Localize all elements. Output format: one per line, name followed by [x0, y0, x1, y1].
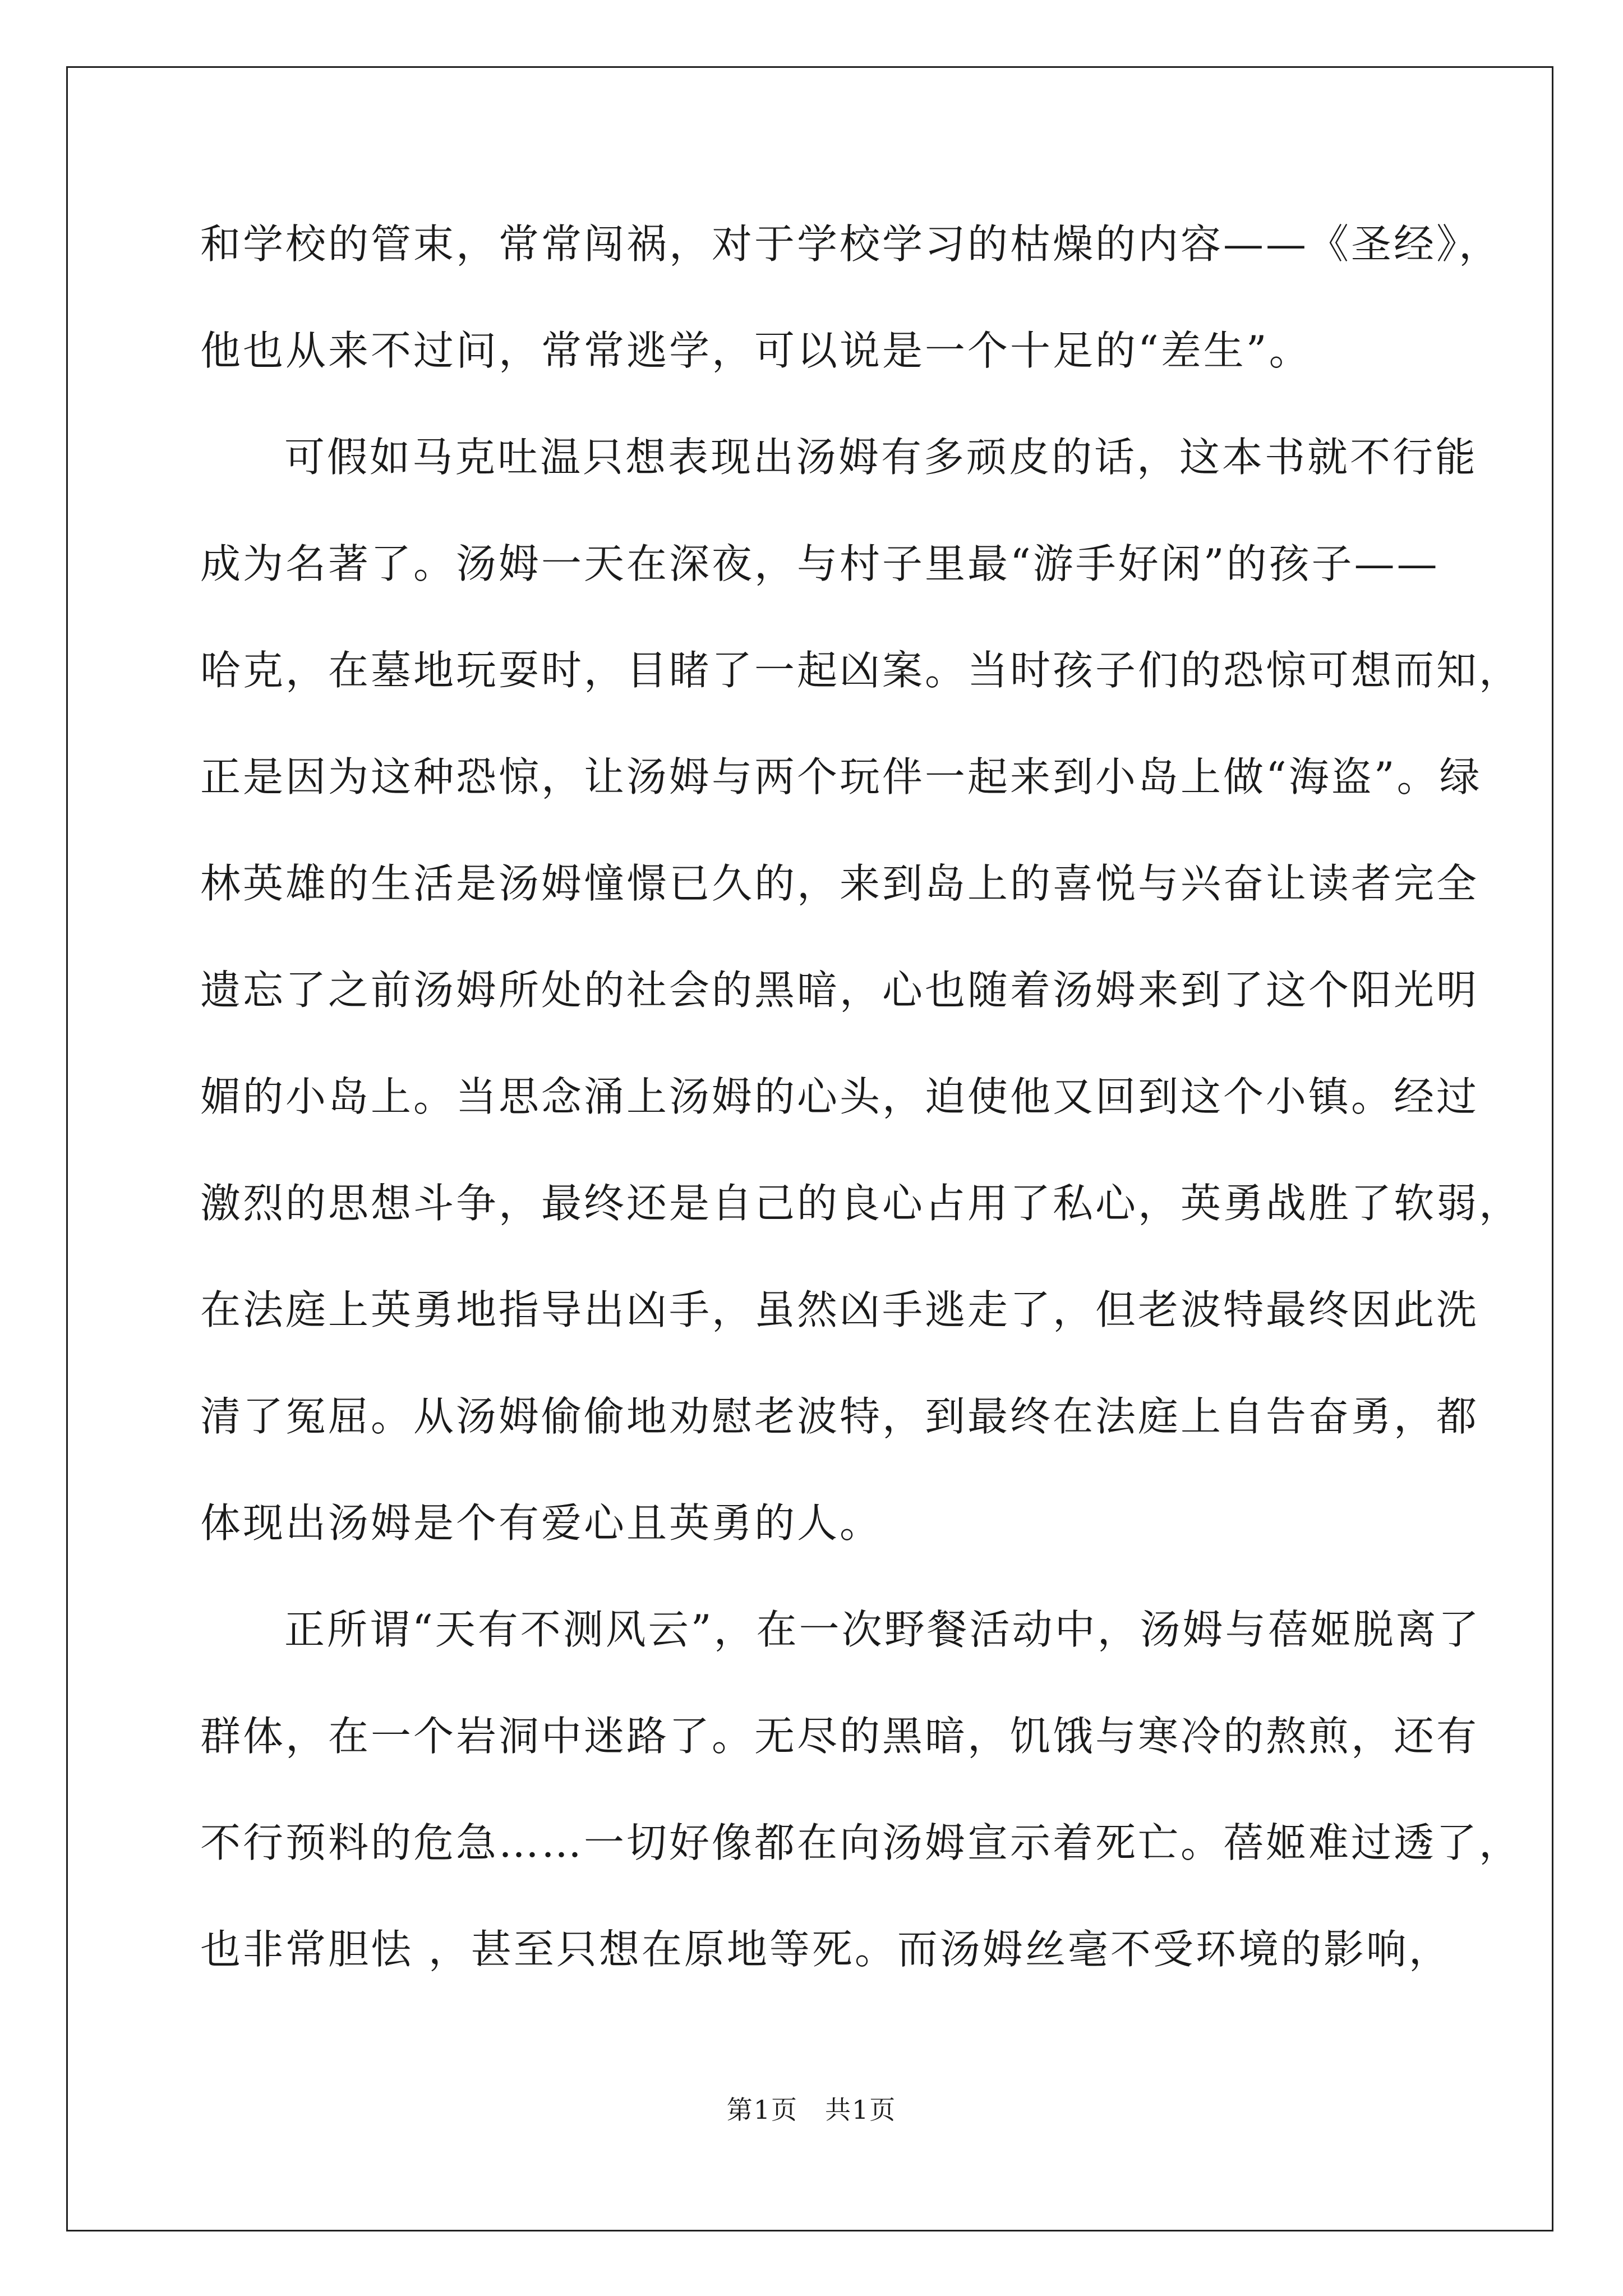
page-number-current: 第1页 — [726, 2095, 798, 2125]
text-line: 媚的小岛上。当思念涌上汤姆的心头，迫使他又回到这个小镇。经过 — [200, 1073, 1479, 1120]
paragraph-start-line: 正所谓“天有不测风云”，在一次野餐活动中，汤姆与蓓姬脱离了 — [284, 1606, 1481, 1653]
paragraph-start-line: 可假如马克吐温只想表现出汤姆有多顽皮的话，这本书就不行能 — [284, 434, 1478, 481]
page-number-total: 共1页 — [825, 2095, 897, 2125]
text-line: 群体，在一个岩洞中迷路了。无尽的黑暗，饥饿与寒冷的熬煎，还有 — [200, 1713, 1479, 1760]
text-line: 也非常胆怯 ，甚至只想在原地等死。而汤姆丝毫不受环境的影响， — [200, 1926, 1451, 1973]
text-line: 清了冤屈。从汤姆偷偷地劝慰老波特，到最终在法庭上自告奋勇，都 — [200, 1393, 1479, 1440]
text-line: 激烈的思想斗争，最终还是自己的良心占用了私心，英勇战胜了软弱， — [200, 1180, 1522, 1227]
text-line: 他也从来不过问，常常逃学，可以说是一个十足的“差生”。 — [200, 327, 1312, 374]
text-line: 在法庭上英勇地指导出凶手，虽然凶手逃走了，但老波特最终因此洗 — [200, 1286, 1479, 1333]
text-line: 成为名著了。汤姆一天在深夜，与村子里最“游手好闲”的孩子—— — [200, 540, 1440, 587]
text-line: 哈克，在墓地玩耍时，目睹了一起凶案。当时孩子们的恐惊可想而知， — [200, 647, 1522, 694]
text-line: 林英雄的生活是汤姆憧憬已久的，来到岛上的喜悦与兴奋让读者完全 — [200, 860, 1479, 907]
text-line: 和学校的管束，常常闯祸，对于学校学习的枯燥的内容——《圣经》， — [200, 220, 1502, 268]
page-footer — [0, 2090, 1623, 2127]
document-body — [200, 191, 1522, 2003]
text-line: 遗忘了之前汤姆所处的社会的黑暗，心也随着汤姆来到了这个阳光明 — [200, 967, 1479, 1014]
text-line: 不行预料的危急……一切好像都在向汤姆宣示着死亡。蓓姬难过透了， — [200, 1819, 1522, 1866]
text-line: 体现出汤姆是个有爱心且英勇的人。 — [200, 1499, 883, 1547]
text-line: 正是因为这种恐惊，让汤姆与两个玩伴一起来到小岛上做“海盗”。绿 — [200, 753, 1482, 800]
